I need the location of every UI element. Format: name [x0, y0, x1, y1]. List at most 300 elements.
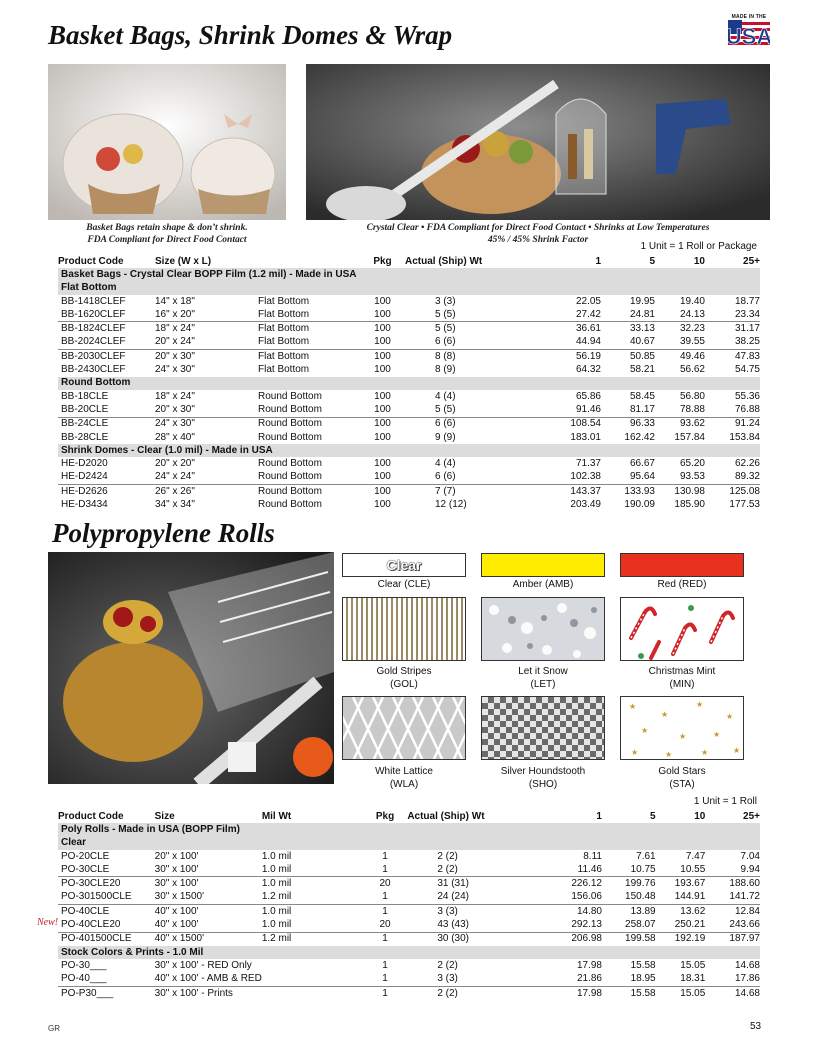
table-cell: 108.54 [525, 417, 601, 431]
table-cell: 1 [382, 959, 388, 971]
column-header: Actual (Ship) Wt [405, 255, 483, 267]
table-row [58, 295, 760, 308]
table-cell: 6 (6) [435, 471, 456, 483]
column-header: Pkg [375, 810, 395, 822]
column-header: Product Code [58, 810, 124, 822]
table-cell: 89.32 [734, 471, 760, 483]
swatch-christmas-mint [620, 597, 744, 661]
table-cell: BB-2430CLEF [61, 364, 126, 376]
table-cell: 1.0 mil [261, 863, 292, 875]
table-cell: Flat Bottom [258, 308, 310, 320]
table-cell: 162.42 [624, 431, 655, 443]
table-cell: 10.55 [680, 863, 706, 875]
table-cell: 20" x 20" [155, 458, 195, 470]
table-cell: 19.40 [679, 295, 705, 307]
table-row [58, 863, 760, 877]
svg-text:★: ★ [726, 712, 734, 721]
table-cell: 258.07 [625, 919, 656, 931]
svg-text:★: ★ [696, 700, 704, 709]
table-cell: 30" x 100' [154, 863, 199, 875]
column-header: 25+ [743, 255, 760, 267]
table-row [58, 390, 760, 403]
column-header: 10 [694, 810, 706, 822]
swatch-code: (MIN) [669, 679, 695, 690]
table-row [58, 498, 760, 511]
table-cell: Flat Bottom [258, 322, 360, 336]
table-cell: 156.06 [571, 891, 602, 903]
table-cell: 203.49 [570, 498, 601, 510]
table-cell: 5 (5) [405, 322, 525, 336]
swatch-silver-houndstooth [481, 696, 605, 760]
table-cell: 22.05 [575, 295, 601, 307]
basket-bags-price-table [58, 255, 760, 512]
table-cell [262, 973, 363, 987]
table-cell: 3 (3) [435, 295, 456, 307]
table-cell: 100 [374, 336, 391, 348]
table-cell: 65.86 [575, 390, 601, 402]
table-cell: 243.66 [729, 919, 760, 931]
table-cell: PO-20CLE [61, 850, 110, 862]
swatch-gold-stripes [342, 597, 466, 661]
table-cell: BB-28CLE [61, 431, 109, 443]
svg-text:★: ★ [631, 748, 639, 757]
swatch-white-lattice [342, 696, 466, 760]
table-cell: 43 (43) [437, 919, 469, 931]
table-cell: 192.19 [656, 932, 706, 946]
table-cell: 9.94 [740, 863, 760, 875]
table-cell: BB-2030CLEF [58, 350, 155, 364]
table-cell: 141.72 [729, 891, 760, 903]
table-cell: 13.62 [656, 905, 706, 919]
subsection-header-row [58, 377, 760, 390]
table-cell: 31.17 [705, 322, 760, 336]
table-cell: 177.53 [729, 498, 760, 510]
table-cell: 65.20 [679, 458, 705, 470]
table-cell: 2 (2) [437, 959, 458, 971]
table-cell: 24 (24) [437, 891, 469, 903]
table-cell: 1 [363, 986, 408, 1000]
table-cell: PO-40___ [61, 973, 107, 985]
page-title: Basket Bags, Shrink Domes & Wrap [48, 20, 453, 50]
table-cell: 18" x 24" [155, 322, 258, 336]
subsection-title: Round Bottom [58, 377, 760, 390]
table-cell: 50.85 [601, 350, 655, 364]
table-cell: 14.68 [734, 959, 760, 971]
table-cell: 17.98 [576, 959, 602, 971]
table-cell: 93.53 [679, 471, 705, 483]
section-title: Poly Rolls - Made in USA (BOPP Film) [58, 823, 760, 836]
section-title: Basket Bags - Crystal Clear BOPP Film (1.2 mil) - Made in USA [58, 268, 760, 281]
svg-text:USA: USA [728, 24, 770, 48]
table-cell: 91.46 [575, 403, 601, 415]
column-header: Product Code [58, 255, 124, 267]
caption-line: Basket Bags retain shape & don’t shrink. [86, 223, 248, 233]
table-cell: Round Bottom [258, 458, 322, 470]
table-cell: 15.05 [680, 959, 706, 971]
table-cell: 226.12 [527, 877, 602, 891]
table-cell: 183.01 [570, 431, 601, 443]
table-cell: 2 (2) [437, 863, 458, 875]
svg-text:★: ★ [713, 730, 721, 739]
column-header: 5 [650, 810, 656, 822]
column-header [258, 255, 360, 268]
table-cell: 24.81 [629, 308, 655, 320]
table-cell: 15.05 [656, 986, 706, 1000]
table-cell: 7 (7) [405, 485, 525, 499]
table-cell: 18" x 24" [155, 390, 195, 402]
table-cell: 100 [374, 308, 391, 320]
table-cell: 187.97 [705, 932, 760, 946]
table-cell: 31 (31) [407, 877, 526, 891]
column-header: 10 [693, 255, 705, 267]
section-header-row [58, 823, 760, 836]
table-cell: 40" x 1500' [155, 932, 262, 946]
swatch-clear [342, 553, 466, 577]
usa-flag-letters-icon [728, 20, 770, 48]
table-cell: 18.95 [630, 973, 656, 985]
table-cell [262, 959, 363, 972]
table-cell: 100 [360, 417, 405, 431]
table-cell: 40" x 100' [155, 905, 262, 919]
table-cell: Round Bottom [258, 471, 322, 483]
swatch-code: (GOL) [390, 679, 418, 690]
svg-text:★: ★ [733, 746, 741, 755]
table-cell: 16" x 20" [155, 308, 195, 320]
table-cell: HE-D2424 [61, 471, 108, 483]
table-cell: 130.98 [655, 485, 705, 499]
table-cell: 1.0 mil [261, 850, 292, 862]
table-cell: 54.75 [734, 364, 760, 376]
table-cell: 6 (6) [435, 336, 456, 348]
table-cell: 190.09 [624, 498, 655, 510]
footer-code: GR [48, 1024, 60, 1033]
table-cell: 30 (30) [407, 932, 526, 946]
table-cell: 24" x 30" [155, 417, 258, 431]
table-cell: 21.86 [576, 973, 602, 985]
table-cell: 100 [374, 295, 391, 307]
column-header: 1 [595, 255, 601, 267]
swatch-label [342, 765, 466, 791]
table-cell: 76.88 [734, 403, 760, 415]
table-row [58, 363, 760, 376]
table-cell: BB-18CLE [61, 390, 109, 402]
table-cell: Flat Bottom [258, 364, 310, 376]
table-cell: 36.61 [525, 322, 601, 336]
table-cell: 17.98 [527, 986, 602, 1000]
table-cell: 199.58 [602, 932, 656, 946]
table-cell: 58.21 [629, 364, 655, 376]
table-cell: PO-40CLE [58, 905, 155, 919]
table-cell: 3 (3) [407, 905, 526, 919]
table-cell: 71.37 [575, 458, 601, 470]
section-header-row [58, 946, 760, 959]
table-cell: 1 [382, 850, 388, 862]
table-cell: 7.04 [740, 850, 760, 862]
subsection-header-row [58, 282, 760, 295]
table-cell: 3 (3) [437, 973, 458, 985]
table-cell: 30" x 100' - Prints [155, 986, 262, 1000]
table-cell: 193.67 [656, 877, 706, 891]
section-title: Polypropylene Rolls [52, 518, 275, 548]
swatch-label [620, 665, 744, 691]
table-row [58, 471, 760, 485]
table-row [58, 959, 760, 972]
table-cell: 32.23 [655, 322, 705, 336]
table-cell: 8 (9) [435, 364, 456, 376]
made-in-usa-logo [728, 14, 770, 50]
table-cell: 8.11 [583, 850, 602, 862]
table-row [58, 932, 760, 946]
table-cell: PO-P30___ [58, 986, 155, 1000]
table-cell: 100 [360, 350, 405, 364]
table-row [58, 308, 760, 322]
table-cell: Round Bottom [258, 417, 360, 431]
table-cell [262, 986, 363, 1000]
subsection-header-row [58, 837, 760, 850]
table-cell: 100 [374, 364, 391, 376]
table-cell: 40" x 100' [154, 919, 199, 931]
table-row [58, 850, 760, 863]
table-cell: 1.0 mil [261, 919, 292, 931]
table-cell: 1 [382, 973, 388, 985]
table-cell: 23.34 [734, 308, 760, 320]
table-cell: 62.26 [734, 458, 760, 470]
svg-text:★: ★ [661, 710, 669, 719]
table-cell: 20 [363, 877, 408, 891]
table-cell: 30" x 1500' [154, 891, 205, 903]
table-row [58, 891, 760, 905]
table-row [58, 350, 760, 364]
table-cell: 8 (8) [405, 350, 525, 364]
table-row [58, 403, 760, 417]
table-cell: 39.55 [679, 336, 705, 348]
table-cell: 206.98 [527, 932, 602, 946]
section-title: Stock Colors & Prints - 1.0 Mil [58, 946, 760, 959]
table-header-row [58, 255, 760, 268]
table-cell: 55.36 [734, 390, 760, 402]
table-cell: 40" x 100' - AMB & RED [154, 973, 262, 985]
table-cell: 18.77 [734, 295, 760, 307]
table-cell: 27.42 [575, 308, 601, 320]
table-cell: BB-1418CLEF [61, 295, 126, 307]
table-cell: 14.80 [527, 905, 602, 919]
swatch-label: Clear (CLE) [377, 579, 431, 590]
shrink-domes-photo [306, 64, 770, 220]
table-cell: 49.46 [655, 350, 705, 364]
table-cell: 125.08 [705, 485, 760, 499]
table-cell: Round Bottom [258, 390, 322, 402]
table-cell: 56.62 [679, 364, 705, 376]
table-cell: BB-1620CLEF [61, 308, 126, 320]
table-cell: Flat Bottom [258, 350, 360, 364]
poly-rolls-price-table [58, 810, 760, 1000]
column-header: Size (W x L) [155, 255, 212, 267]
table-cell: 17.86 [734, 973, 760, 985]
table-cell: 2 (2) [407, 986, 526, 1000]
table-cell: 100 [374, 390, 391, 402]
swatch-code: (LET) [530, 679, 556, 690]
table-cell: 30" x 100' [155, 877, 262, 891]
swatch-let-it-snow [481, 597, 605, 661]
table-cell: 24" x 30" [155, 364, 195, 376]
table-cell: 9 (9) [435, 431, 456, 443]
clear-logo-text: Clear [386, 557, 422, 573]
table-cell: 58.45 [629, 390, 655, 402]
table-cell: PO-401500CLE [58, 932, 155, 946]
table-cell: 7.47 [685, 850, 706, 862]
table-cell: 11.46 [577, 863, 602, 875]
table-cell: 20" x 30" [155, 403, 195, 415]
table-cell: 292.13 [571, 919, 602, 931]
table-cell: 10.75 [630, 863, 656, 875]
table-cell: 95.64 [629, 471, 655, 483]
table-cell: Flat Bottom [258, 295, 310, 307]
table-cell: 30" x 100' - RED Only [154, 959, 252, 971]
table-cell: 20" x 24" [155, 336, 195, 348]
swatch-label [481, 665, 605, 691]
table-cell: 1 [363, 905, 408, 919]
column-header: Size [154, 810, 175, 822]
table-cell: BB-24CLE [58, 417, 155, 431]
table-cell: PO-40CLE20 [61, 919, 121, 931]
swatch-label: Red (RED) [657, 579, 707, 590]
section-header-row [58, 268, 760, 281]
svg-text:★: ★ [629, 702, 637, 711]
table-cell: BB-1824CLEF [58, 322, 155, 336]
basket-bags-photo [48, 64, 286, 220]
table-cell: 250.21 [674, 919, 706, 931]
column-header: Mil Wt [261, 810, 292, 822]
table-cell: 4 (4) [435, 458, 456, 470]
table-cell: 199.76 [602, 877, 656, 891]
table-cell: 14.68 [705, 986, 760, 1000]
caption-line: FDA Compliant for Direct Food Contact [87, 235, 247, 245]
table-cell: 144.91 [674, 891, 706, 903]
swatch-name: Silver Houndstooth [500, 766, 586, 777]
column-header: 1 [596, 810, 602, 822]
table-cell: 26" x 26" [155, 485, 258, 499]
table-cell: Round Bottom [258, 498, 322, 510]
table-cell: Round Bottom [258, 485, 360, 499]
table-cell: 100 [374, 431, 391, 443]
table-cell: 1.0 mil [262, 877, 363, 891]
table-cell: HE-D2626 [58, 485, 155, 499]
table-cell: 44.94 [575, 336, 601, 348]
swatch-name: Christmas Mint [648, 666, 716, 677]
swatch-label: Amber (AMB) [512, 579, 574, 590]
table-cell: 143.37 [525, 485, 601, 499]
section-header-row [58, 444, 760, 457]
logo-top-text: MADE IN THE [731, 14, 767, 20]
table-cell: 14" x 18" [155, 295, 195, 307]
table-row [58, 457, 760, 470]
swatch-amber [481, 553, 605, 577]
table-cell: 100 [374, 458, 391, 470]
table-cell: 5 (5) [435, 308, 456, 320]
table-header-row [58, 810, 760, 823]
table-row [58, 918, 760, 932]
table-row [58, 986, 760, 1000]
table-cell: 12 (12) [435, 498, 467, 510]
table-row [58, 877, 760, 891]
section-title: Shrink Domes - Clear (1.0 mil) - Made in USA [58, 444, 760, 457]
svg-text:★: ★ [701, 748, 709, 757]
subsection-title: Flat Bottom [58, 282, 760, 295]
table-cell: 93.62 [655, 417, 705, 431]
table-cell: 1 [363, 932, 408, 946]
swatch-name: Gold Stripes [376, 666, 432, 677]
table-cell: 56.80 [679, 390, 705, 402]
table-cell: 5 (5) [435, 403, 456, 415]
table-cell: 12.84 [705, 905, 760, 919]
table-cell: Round Bottom [258, 431, 322, 443]
table-cell: PO-30CLE [61, 863, 110, 875]
table-cell: 100 [374, 403, 391, 415]
swatch-code: (STA) [669, 779, 695, 790]
subsection-title: Clear [58, 837, 760, 850]
table-cell: HE-D3434 [61, 498, 108, 510]
page-number: 53 [750, 1021, 762, 1032]
new-badge: New! [37, 917, 59, 928]
table-cell: 56.19 [525, 350, 601, 364]
table-cell: 15.58 [602, 986, 656, 1000]
table-cell: 20 [379, 919, 391, 931]
basket-bags-caption [48, 222, 286, 246]
table-cell: 188.60 [705, 877, 760, 891]
table-cell: BB-20CLE [61, 403, 109, 415]
table-cell: 15.58 [630, 959, 656, 971]
table-row [58, 485, 760, 499]
table-cell: Round Bottom [258, 403, 322, 415]
swatch-label [620, 765, 744, 791]
table-cell: 100 [374, 471, 391, 483]
table-cell: PO-301500CLE [61, 891, 132, 903]
svg-text:★: ★ [679, 732, 687, 741]
column-header: 5 [649, 255, 655, 267]
swatch-name: White Lattice [375, 766, 433, 777]
poly-rolls-photo [48, 552, 334, 784]
table-cell: 1.2 mil [261, 891, 292, 903]
swatch-name: Let it Snow [518, 666, 568, 677]
swatch-label [342, 665, 466, 691]
unit-note: 1 Unit = 1 Roll [693, 796, 757, 807]
table-cell: 19.95 [629, 295, 655, 307]
table-cell: 133.93 [601, 485, 655, 499]
table-cell: 1 [382, 863, 388, 875]
column-header: Actual (Ship) Wt [407, 810, 485, 822]
table-cell: 2 (2) [437, 850, 458, 862]
unit-note: 1 Unit = 1 Roll or Package [640, 241, 757, 252]
table-cell: 185.90 [674, 498, 705, 510]
svg-text:★: ★ [665, 750, 673, 759]
swatch-name: Gold Stars [658, 766, 706, 777]
table-cell: 13.89 [602, 905, 656, 919]
table-cell: Flat Bottom [258, 336, 310, 348]
table-cell: 4 (4) [435, 390, 456, 402]
table-cell: 40.67 [629, 336, 655, 348]
table-cell: 96.33 [601, 417, 655, 431]
table-cell: 100 [360, 322, 405, 336]
table-cell: 33.13 [601, 322, 655, 336]
table-cell: 18.31 [680, 973, 706, 985]
table-cell: 102.38 [570, 471, 601, 483]
table-cell: 1.2 mil [262, 932, 363, 946]
table-cell: 64.32 [575, 364, 601, 376]
table-cell: 24" x 24" [155, 471, 195, 483]
table-cell: HE-D2020 [61, 458, 108, 470]
table-cell: 20" x 100' [154, 850, 199, 862]
table-cell: 1.0 mil [262, 905, 363, 919]
